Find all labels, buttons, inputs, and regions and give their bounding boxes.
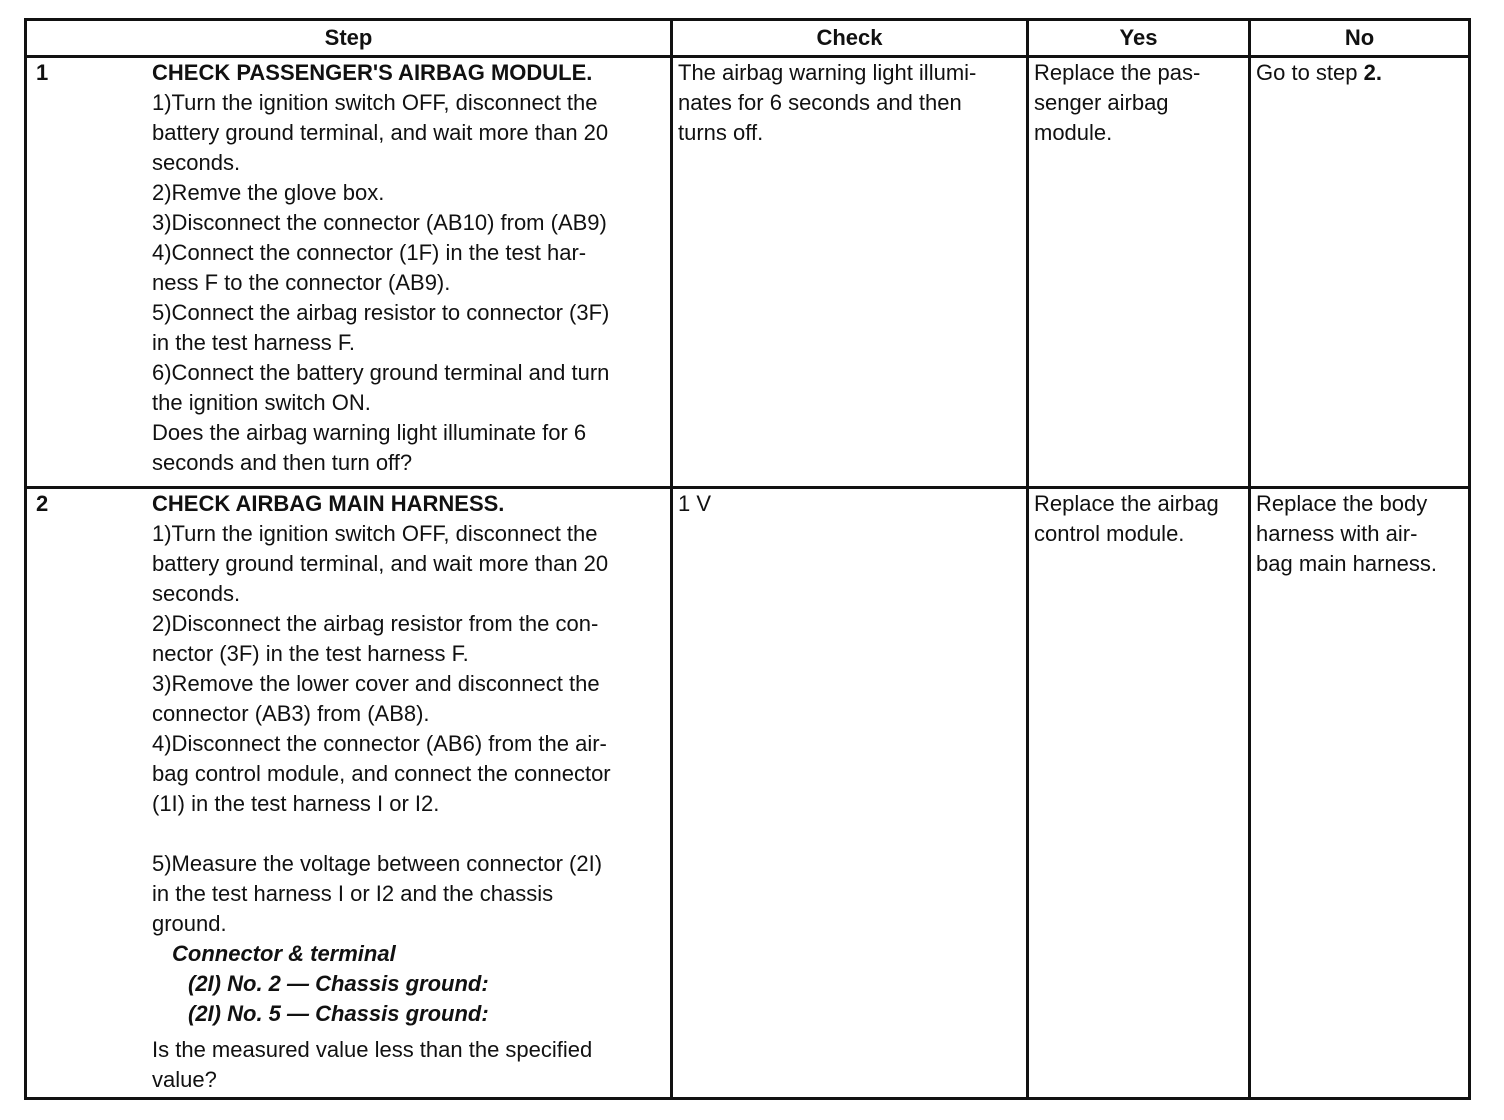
yes-line: Replace the airbag <box>1034 491 1219 516</box>
yes-cell <box>1028 57 1250 488</box>
paragraph-gap <box>152 819 660 849</box>
header-yes: Yes <box>1028 20 1250 57</box>
instruction-line: connector (AB3) from (AB8). <box>152 701 430 726</box>
table-row-step-2 <box>26 488 1470 1099</box>
header-no: No <box>1250 20 1470 57</box>
instruction-line: Does the airbag warning light illuminate for 6 <box>152 420 587 445</box>
check-line: The airbag warning light illumi- <box>678 60 977 85</box>
instruction-line: 3)Remove the lower cover and disconnect the <box>152 671 600 696</box>
question-line: Is the measured value less than the specified <box>152 1037 593 1062</box>
table-header-row <box>26 20 1470 57</box>
instruction-line: 4)Disconnect the connector (AB6) from the air- <box>152 731 607 756</box>
instruction-line: ness F to the connector (AB9). <box>152 270 451 295</box>
check-cell <box>672 57 1028 488</box>
no-text: Go to step <box>1256 60 1364 85</box>
step-instructions <box>152 58 664 478</box>
no-line <box>1256 58 1462 88</box>
spec-heading: Connector & terminal <box>172 941 396 966</box>
instruction-line: battery ground terminal, and wait more than 20 <box>152 551 609 576</box>
check-line: turns off. <box>678 120 764 145</box>
step-cell <box>26 57 672 488</box>
step-number: 1 <box>36 60 49 85</box>
yes-line: module. <box>1034 120 1113 145</box>
instruction-line: in the test harness I or I2 and the chassis <box>152 881 554 906</box>
instruction-line: the ignition switch ON. <box>152 390 371 415</box>
instruction-line: in the test harness F. <box>152 330 355 355</box>
instruction-line: battery ground terminal, and wait more than 20 <box>152 120 609 145</box>
yes-cell <box>1028 488 1250 1099</box>
instruction-line: 2)Remve the glove box. <box>152 180 385 205</box>
step-cell <box>26 488 672 1099</box>
instruction-line: 6)Connect the battery ground terminal and turn <box>152 360 610 385</box>
instruction-line: seconds and then turn off? <box>152 450 413 475</box>
step-number: 2 <box>36 491 49 516</box>
instruction-line: 1)Turn the ignition switch OFF, disconnect the <box>152 521 598 546</box>
yes-line: control module. <box>1034 521 1185 546</box>
instruction-line: (1I) in the test harness I or I2. <box>152 791 440 816</box>
no-cell <box>1250 488 1470 1099</box>
instruction-line: seconds. <box>152 581 241 606</box>
instruction-line: 4)Connect the connector (1F) in the test har- <box>152 240 587 265</box>
step-instructions <box>152 489 664 1095</box>
no-line: harness with air- <box>1256 521 1418 546</box>
instruction-line: 5)Connect the airbag resistor to connector (3F) <box>152 300 610 325</box>
no-cell <box>1250 57 1470 488</box>
instruction-line: nector (3F) in the test harness F. <box>152 641 469 666</box>
check-line: nates for 6 seconds and then <box>678 90 962 115</box>
instruction-line: bag control module, and connect the connector <box>152 761 611 786</box>
step-title: CHECK PASSENGER'S AIRBAG MODULE. <box>152 60 593 85</box>
no-line: Replace the body <box>1256 491 1428 516</box>
instruction-line: ground. <box>152 911 227 936</box>
instruction-line: seconds. <box>152 150 241 175</box>
question-line: value? <box>152 1067 217 1092</box>
instruction-line: 1)Turn the ignition switch OFF, disconnect the <box>152 90 598 115</box>
yes-line: Replace the pas- <box>1034 60 1201 85</box>
table-row-step-1 <box>26 57 1470 488</box>
instruction-line: 2)Disconnect the airbag resistor from the con- <box>152 611 599 636</box>
yes-line: senger airbag <box>1034 90 1169 115</box>
check-cell <box>672 488 1028 1099</box>
spec-item: (2I) No. 2 — Chassis ground: <box>188 971 489 996</box>
header-step: Step <box>26 20 672 57</box>
instruction-line: 5)Measure the voltage between connector (2I) <box>152 851 603 876</box>
header-check: Check <box>672 20 1028 57</box>
diagnostic-table <box>24 18 1471 1100</box>
check-line: 1 V <box>678 491 712 516</box>
step-title: CHECK AIRBAG MAIN HARNESS. <box>152 491 505 516</box>
spec-item: (2I) No. 5 — Chassis ground: <box>188 1001 489 1026</box>
step-reference: 2. <box>1363 60 1382 85</box>
instruction-line: 3)Disconnect the connector (AB10) from (AB9) <box>152 210 607 235</box>
no-line: bag main harness. <box>1256 551 1437 576</box>
